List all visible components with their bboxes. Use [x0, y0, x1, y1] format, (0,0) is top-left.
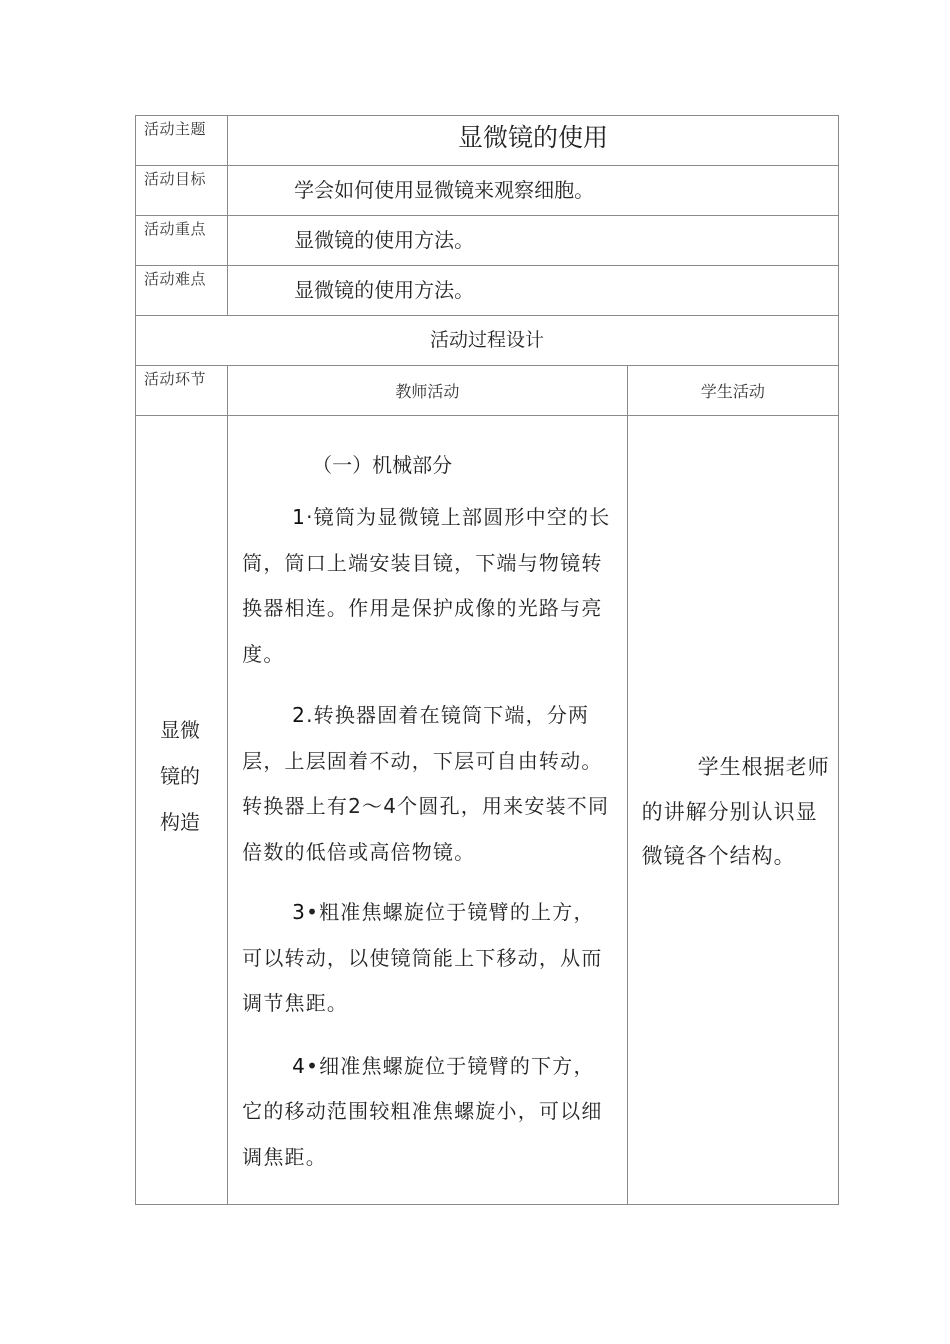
- item-number: 2: [292, 703, 307, 727]
- item-number: 1: [292, 505, 307, 529]
- difficulty-row: [136, 266, 839, 316]
- section-title-row: [136, 316, 839, 366]
- column-header-row: [136, 366, 839, 416]
- item-separator: ·: [306, 505, 314, 529]
- goal-label: 活动目标: [144, 170, 207, 188]
- key-point-label-cell: [136, 216, 228, 266]
- theme-row: [136, 116, 839, 166]
- goal-row: [136, 166, 839, 216]
- item-text: 细准焦螺旋位于镜臂的下方，它的移动范围较粗准焦螺旋小，可以细调焦距。: [242, 1053, 603, 1169]
- theme-label: 活动主题: [144, 120, 207, 138]
- stage-row: [136, 416, 839, 1205]
- teacher-item: [242, 890, 615, 1027]
- section-title-cell: [136, 316, 839, 366]
- stage-name-line: 构造: [160, 810, 200, 834]
- theme-value-cell: [228, 116, 839, 166]
- student-header: 学生活动: [700, 382, 765, 401]
- item-number: 3: [292, 900, 307, 924]
- difficulty-label: 活动难点: [144, 270, 207, 288]
- item-text: 转换器固着在镜筒下端，分两层，上层固着不动，下层可自由转动。转换器上有2〜4个圆孔，用来安装不同倍数的低倍或高倍物镜。: [242, 703, 610, 864]
- item-separator: .: [306, 703, 314, 727]
- section-title: 活动过程设计: [429, 329, 544, 351]
- teacher-subheading: （一）机械部分: [312, 453, 453, 477]
- teacher-item: [242, 693, 615, 875]
- theme-title: 显微镜的使用: [458, 123, 609, 152]
- teacher-header: 教师活动: [395, 382, 460, 401]
- difficulty-value: 显微镜的使用方法。: [294, 278, 475, 302]
- teacher-item: [242, 495, 615, 677]
- difficulty-label-cell: [136, 266, 228, 316]
- student-activity-cell: [627, 416, 838, 1205]
- item-number: 4: [292, 1053, 307, 1078]
- stage-name-line: 镜的: [160, 764, 200, 788]
- student-activity-text: 学生根据老师的讲解分别认识显微镜各个结构。: [641, 755, 830, 869]
- item-text: 镜筒为显微镜上部圆形中空的长筒，筒口上端安装目镜，下端与物镜转换器相连。作用是保护成像的光路与亮度。: [242, 505, 611, 666]
- key-point-label: 活动重点: [144, 220, 207, 238]
- stage-header: 活动环节: [144, 370, 207, 388]
- item-separator: •: [306, 900, 320, 924]
- item-text: 粗准焦螺旋位于镜臂的上方，可以转动，以使镜筒能上下移动，从而调节焦距。: [242, 900, 603, 1015]
- key-point-row: [136, 216, 839, 266]
- stage-name: [158, 707, 210, 845]
- goal-label-cell: [136, 166, 228, 216]
- teacher-header-cell: [228, 366, 628, 416]
- stage-name-line: 显微: [160, 718, 200, 742]
- teacher-activity-cell: [228, 416, 628, 1205]
- goal-value: 学会如何使用显微镜来观察细胞。: [294, 178, 595, 202]
- stage-header-cell: [136, 366, 228, 416]
- difficulty-value-cell: [228, 266, 839, 316]
- theme-label-cell: [136, 116, 228, 166]
- lesson-plan-table: [135, 115, 839, 1205]
- item-separator: •: [306, 1053, 320, 1078]
- key-point-value-cell: [228, 216, 839, 266]
- key-point-value: 显微镜的使用方法。: [294, 228, 475, 252]
- goal-value-cell: [228, 166, 839, 216]
- teacher-item: [242, 1044, 615, 1181]
- student-header-cell: [627, 366, 838, 416]
- stage-name-cell: [136, 416, 228, 1205]
